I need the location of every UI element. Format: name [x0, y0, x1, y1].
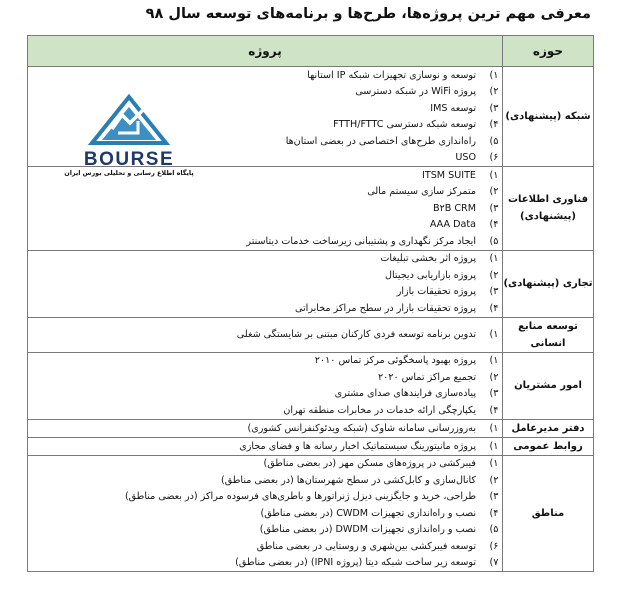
item-text: توسعه IMS — [430, 102, 476, 114]
table-row — [28, 317, 594, 352]
table-header-row — [28, 36, 594, 67]
table-row — [28, 419, 594, 437]
item-number: ۴) — [489, 507, 499, 519]
project-item — [28, 267, 502, 284]
project-item — [28, 217, 502, 234]
table-row — [28, 455, 594, 572]
project-item — [28, 472, 502, 489]
item-text: پروژه بهبود پاسخگوئی مرکز تماس ۲۰۱۰ — [314, 355, 476, 367]
item-number: ۵) — [489, 524, 499, 536]
project-cell — [28, 352, 503, 419]
item-number: ۵) — [489, 235, 499, 247]
project-item — [28, 522, 502, 539]
item-number: ۱) — [489, 440, 499, 452]
item-number: ۱) — [489, 422, 499, 434]
bourse-logo — [54, 93, 204, 183]
item-text: توسعه فیبرکشی بین‌شهری و روستایی در بعضی مناطق — [256, 540, 476, 552]
header-project: پروژه — [28, 36, 503, 67]
item-text: توسعه زیر ساخت شبکه دیتا (پروژه IPNI) (در بعضی مناطق) — [235, 557, 476, 569]
area-cell: مناطق — [503, 455, 594, 572]
table-row — [28, 250, 594, 317]
item-text: USO — [455, 152, 476, 164]
area-cell: تجاری (پیشنهادی) — [503, 250, 594, 317]
item-text: نصب و راه‌اندازی تجهیزات DWDM (در بعضی مناطق) — [259, 524, 476, 536]
item-number: ۱) — [489, 253, 499, 265]
item-number: ۴) — [489, 219, 499, 231]
project-item — [28, 251, 502, 268]
item-text: راه‌اندازی طرح‌های اختصاصی در بعضی استان‌ها — [285, 135, 476, 147]
project-item — [28, 326, 502, 343]
item-text: به‌روزرسانی سامانه شاوک (شبکه ویدئوکنفرانس کشوری) — [247, 422, 476, 434]
item-number: ۳) — [489, 491, 499, 503]
page-title: معرفی مهم ترین پروژه‌ها، طرح‌ها و برنامه‌های توسعه سال ۹۸ — [145, 6, 591, 22]
item-text: پروژه WiFi در شبکه دسترسی — [355, 86, 476, 98]
item-text: طراحی، خرید و جایگزینی دیزل ژنراتورها و باطری‌های فرسوده مراکز (در بعضی مناطق) — [124, 491, 476, 503]
project-item — [28, 353, 502, 370]
item-number: ۴) — [489, 302, 499, 314]
project-cell — [28, 437, 503, 455]
header-area: حوزه — [503, 36, 594, 67]
item-text: پروژه مانیتورینگ سیستماتیک اخبار رسانه ها و فضای مجازی — [239, 440, 476, 452]
item-text: تدوین برنامه توسعه فردی کارکنان مبتنی بر شایستگی شغلی — [236, 329, 476, 340]
item-text: پروژه بازاریابی دیجیتال — [385, 269, 476, 281]
area-cell: شبکه (پیشنهادی) — [503, 67, 594, 167]
project-item — [28, 402, 502, 419]
logo-caption: پایگاه اطلاع رسانی و تحلیلی بورس ایران — [64, 169, 194, 177]
item-number: ۱) — [489, 169, 499, 181]
item-text: پروژه تحقیقات بازار — [396, 286, 476, 298]
item-text: ITSM SUITE — [422, 169, 476, 181]
item-text: توسعه و نوسازی تجهیزات شبکه IP استانها — [307, 69, 476, 81]
area-cell: توسعه منابع انسانی — [503, 317, 594, 352]
project-item — [28, 284, 502, 301]
project-item — [28, 489, 502, 506]
item-number: ۱) — [489, 355, 499, 367]
item-number: ۱) — [489, 69, 499, 81]
project-item — [28, 438, 502, 455]
item-number: ۲) — [489, 186, 499, 198]
logo-text: BOURSE — [83, 149, 175, 170]
bourse-logo-icon — [54, 93, 204, 171]
project-item — [28, 456, 502, 473]
project-item — [28, 386, 502, 403]
area-cell: امور مشتریان — [503, 352, 594, 419]
item-number: ۲) — [489, 269, 499, 281]
item-text: پروژه اثر بخشی تبلیغات — [380, 253, 476, 265]
item-text: نصب و راه‌اندازی تجهیزات CWDM (در بعضی مناطق) — [260, 507, 476, 519]
item-number: ۶) — [489, 152, 499, 164]
area-cell: دفتر مدیرعامل — [503, 419, 594, 437]
item-number: ۳) — [489, 286, 499, 298]
item-number: ۳) — [489, 102, 499, 114]
project-item — [28, 538, 502, 555]
project-item — [28, 67, 502, 84]
item-text: یکپارچگی ارائه خدمات در مخابرات منطقه تهران — [283, 404, 476, 416]
item-number: ۲) — [489, 474, 499, 486]
item-number: ۲) — [489, 371, 499, 383]
project-item — [28, 555, 502, 572]
project-item — [28, 300, 502, 317]
item-text: تجمیع مراکز تماس ۲۰۲۰ — [378, 371, 476, 383]
project-item — [28, 200, 502, 217]
project-cell — [28, 250, 503, 317]
project-item — [28, 420, 502, 437]
project-cell — [28, 317, 503, 352]
project-cell — [28, 455, 503, 572]
item-number: ۴) — [489, 404, 499, 416]
project-item — [28, 369, 502, 386]
item-text: فیبرکشی در پروژه‌های مسکن مهر (در بعضی مناطق) — [263, 458, 476, 470]
item-number: ۷) — [489, 557, 499, 569]
item-text: ایجاد مرکز نگهداری و پشتیبانی زیرساخت خدمات دیتاسنتر — [246, 235, 476, 247]
item-text: توسعه شبکه دسترسی FTTH/FTTC — [333, 119, 476, 131]
project-item — [28, 233, 502, 250]
item-number: ۵) — [489, 135, 499, 147]
item-number: ۴) — [489, 119, 499, 131]
table-row — [28, 352, 594, 419]
item-number: ۱) — [489, 329, 499, 340]
project-cell — [28, 419, 503, 437]
project-item — [28, 184, 502, 201]
item-text: کانال‌سازی و کابل‌کشی در سطح شهرستان‌ها (در بعضی مناطق) — [221, 474, 476, 486]
item-text: B۲B CRM — [432, 202, 476, 214]
project-item — [28, 505, 502, 522]
item-number: ۱) — [489, 458, 499, 470]
item-text: AAA Data — [429, 219, 476, 231]
area-cell: روابط عمومی — [503, 437, 594, 455]
table-row — [28, 437, 594, 455]
item-text: پیاده‌سازی فرایندهای صدای مشتری — [334, 388, 476, 400]
item-number: ۲) — [489, 86, 499, 98]
item-number: ۳) — [489, 202, 499, 214]
area-cell: فناوری اطلاعات (پیشنهادی) — [503, 167, 594, 251]
item-number: ۳) — [489, 388, 499, 400]
item-text: پروژه تحقیقات بازار در سطح مراکز مخابراتی — [294, 302, 476, 314]
item-text: متمرکز سازی سیستم مالی — [367, 186, 476, 198]
item-number: ۶) — [489, 540, 499, 552]
